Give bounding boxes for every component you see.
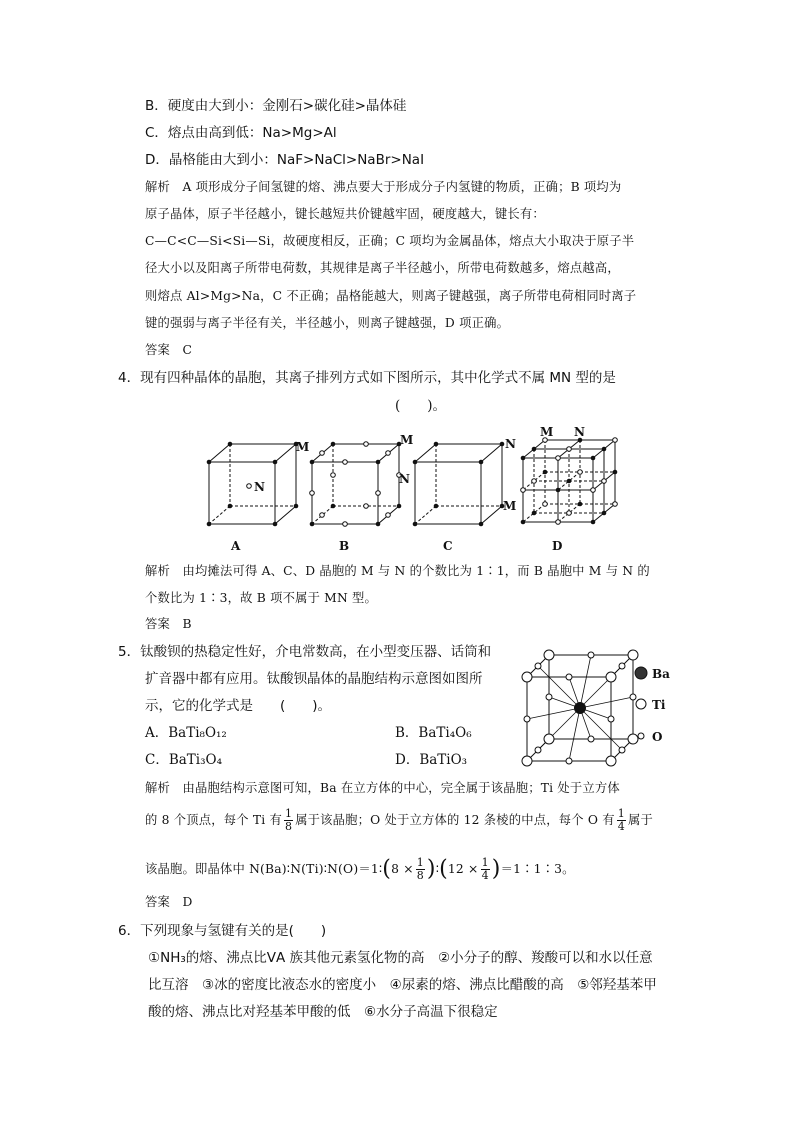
q5-expl-text: 属于: [627, 813, 653, 827]
fraction-numerator: 1: [481, 856, 489, 869]
q4-explanation-line: 个数比为 1∶3，故 B 项不属于 MN 型。: [145, 591, 378, 605]
q5-option-a: A．BaTi₈O₁₂: [145, 725, 227, 741]
q5-expl-text: 12 ×: [447, 862, 479, 876]
q3-explanation-line: C—C<C—Si<Si—Si，故硬度相反，正确；C 项均为金属晶体，熔点大小取决于原子半: [145, 234, 635, 248]
fraction-one-quarter: [481, 857, 490, 882]
q5-explanation-line: [145, 805, 653, 835]
q3-explanation-line: 原子晶体，原子半径越小，键长越短共价键越牢固，硬度越大，键长有：: [145, 207, 545, 221]
left-paren: (: [439, 856, 448, 882]
q4-explanation-line: 解析 由均摊法可得 A、C、D 晶胞的 M 与 N 的个数比为 1∶1，而 B 晶胞中 M 与 N 的: [145, 564, 650, 578]
q5-expl-text: 该晶胞。即晶体中 N(Ba)∶N(Ti)∶N(O)＝1∶: [145, 862, 383, 876]
fraction-numerator: 1: [284, 807, 293, 820]
q3-option-d: D．晶格能由大到小：NaF>NaCl>NaBr>NaI: [145, 152, 425, 168]
cell-label-d: D: [552, 539, 563, 553]
q5-stem-line: 5．钛酸钡的热稳定性好，介电常数高，在小型变压器、话筒和: [118, 644, 492, 660]
cell-label-a: A: [231, 539, 241, 553]
fraction-numerator: 1: [416, 856, 424, 869]
label-m: M: [503, 499, 517, 513]
batio3-unit-cell-figure: [515, 645, 685, 770]
fraction-one-eighth: [284, 808, 293, 833]
fraction-denominator: 8: [284, 820, 293, 833]
q3-explanation-line: 解析 A 项形成分子间氢键的熔、沸点要大于形成分子内氢键的物质，正确；B 项均为: [145, 180, 622, 194]
q5-expl-text: 的 8 个顶点，每个 Ti 有: [145, 813, 282, 827]
q5-explanation-line: [145, 852, 575, 887]
q3-answer: 答案 C: [145, 343, 193, 357]
cell-c: [415, 444, 502, 524]
cell-label-b: B: [339, 539, 350, 553]
label-n: N: [505, 437, 516, 451]
q4-stem: 4．现有四种晶体的晶胞，其离子排列方式如下图所示，其中化学式不属 MN 型的是: [118, 370, 616, 386]
q4-crystal-cells-figure: [200, 422, 620, 557]
label-m: M: [296, 440, 310, 454]
q6-item-line: 比互溶 ③冰的密度比液态水的密度小 ④尿素的熔、沸点比醋酸的高 ⑤邻羟基苯甲: [148, 977, 657, 993]
legend-o: O: [652, 730, 663, 744]
q5-stem-line: 扩音器中都有应用。钛酸钡晶体的晶胞结构示意图如图所: [145, 671, 483, 687]
right-paren: ): [426, 856, 436, 882]
fraction-denominator: 4: [481, 869, 489, 882]
q5-stem-line: 示，它的化学式是 ( )。: [145, 698, 332, 714]
q3-option-b: B．硬度由大到小：金刚石>碳化硅>晶体硅: [145, 98, 407, 114]
fraction-numerator: 1: [617, 807, 625, 820]
q3-explanation-line: 径大小以及阳离子所带电荷数，其规律是离子半径越小，所带电荷数越多，熔点越高，: [145, 261, 620, 275]
q5-expl-text: 属于该晶胞；O 处于立方体的 12 条棱的中点，每个 O 有: [295, 813, 615, 827]
label-n: N: [574, 425, 585, 439]
q5-option-c: C．BaTi₃O₄: [145, 752, 223, 768]
left-paren: (: [382, 856, 392, 882]
q5-expl-text: ∶: [435, 862, 440, 876]
q6-item-line: ①NH₃的熔、沸点比ⅤA 族其他元素氢化物的高 ②小分子的醇、羧酸可以和水以任意: [148, 950, 653, 966]
cell-a: [209, 444, 296, 524]
q5-answer: 答案 D: [145, 895, 193, 909]
q5-option-b: B．BaTi₄O₆: [395, 725, 472, 741]
label-m: M: [400, 433, 414, 447]
q5-expl-text: 8 ×: [391, 862, 414, 876]
fraction-denominator: 4: [617, 820, 625, 833]
label-n: N: [254, 480, 265, 494]
q5-expl-text: ＝1∶1∶3。: [500, 862, 575, 876]
q5-option-d: D．BaTiO₃: [395, 752, 468, 768]
cell-b: [312, 444, 399, 524]
fraction-one-quarter: [617, 808, 626, 833]
q6-stem: 6．下列现象与氢键有关的是( ): [118, 923, 327, 939]
q4-answer: 答案 B: [145, 617, 192, 631]
fraction-denominator: 8: [416, 869, 424, 882]
label-m: M: [540, 425, 554, 439]
cell-label-c: C: [443, 539, 453, 553]
label-n: N: [399, 472, 410, 486]
legend-ba: Ba: [652, 667, 670, 681]
q5-explanation-line: 解析 由晶胞结构示意图可知，Ba 在立方体的中心，完全属于该晶胞；Ti 处于立方体: [145, 781, 620, 795]
q3-option-c: C．熔点由高到低：Na>Mg>Al: [145, 125, 337, 141]
fraction-one-eighth: [416, 857, 425, 882]
q3-explanation-line: 则熔点 Al>Mg>Na，C 不正确；晶格能越大，则离子键越强，离子所带电荷相同时离子: [145, 289, 637, 303]
q6-item-line: 酸的熔、沸点比对羟基苯甲酸的低 ⑥水分子高温下很稳定: [148, 1004, 498, 1020]
q3-explanation-line: 键的强弱与离子半径有关，半径越小，则离子键越强，D 项正确。: [145, 316, 510, 330]
legend-ti: Ti: [652, 698, 666, 712]
right-paren: ): [491, 856, 501, 882]
q4-answer-paren: ( )。: [395, 398, 447, 414]
